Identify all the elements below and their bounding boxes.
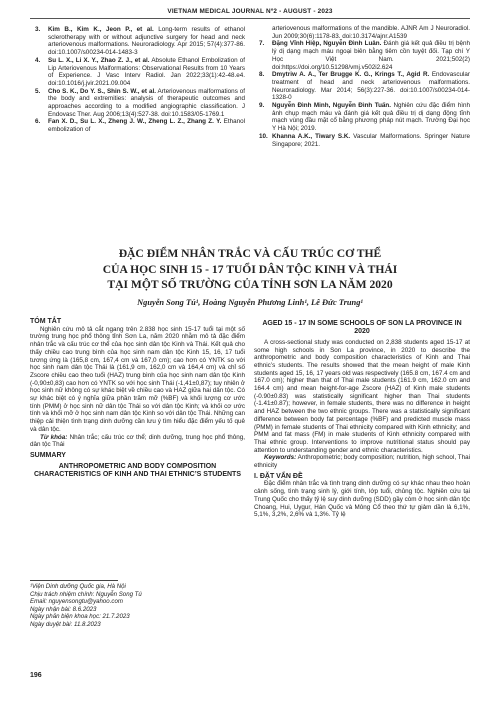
reference-authors: Su L. X., Li X. Y., Zhao Z. J., et al. (48, 56, 150, 64)
reference-text (272, 133, 470, 148)
footnote-line: Ngày phản biện khoa học: 21.7.2023 (30, 613, 130, 621)
reference-text (48, 88, 245, 119)
footnote-line: Email: nguyensongtu@yahoo.com (30, 598, 123, 606)
reference-body: Absolute Ethanol Embolization of Lip Arteriovenous Malformations: Observational Results from 10 Years of Experience. J Vasc Interv Radiol. Jan 2022;33(1):42-48.e4. doi:10.1016/j.jvir.2021.09.004 (48, 56, 245, 87)
reference-item (254, 102, 470, 133)
summary-text: A cross-sectional study was conducted on 2,838 students aged 15-17 at some high schools in Son La province, in 2020 to describe the anthropometric and body composition characteristics of Kinh and Thai ethnic’s students. The results showed that the mean height of male Kinh students aged 15, 16, 17 years old was respectively (165.8 cm, 167.4 cm and 167.0 cm); higher than that of Thai male students (161.9 cm, 162.0 cm and 164.4 cm) and mean height-for-age Zscore (HAZ) of Kinh male students (-0.90±0.83) was statistically significant higher than Thai students (-1.41±0.87); however, in female students, there was no difference in height and HAZ between the two ethnic groups. There was a statistically significant difference between body fat percentage (%BF) and predicted muscle mass (PMM) in female students of Thai ethnicity compared with Kinh ethnicity; and PMM and fat mass (FM) in male students of Kinh ethnicity compared with Thai ethnic group. Interventions to improve nutritional status should pay attention to understanding gender and ethnic characteristics. (254, 338, 470, 454)
reference-body: Đánh giá kết quả điều trị bệnh lý dị dạng mạch máu ngoại biên bằng tiêm cồn tuyệt đối. Tạp chí Y Học Việt Nam. 2021;502(2) doi:https://doi.org/10.51298/vmj.v502i2.624 (272, 40, 470, 71)
footnote-line: Chịu trách nhiệm chính: Nguyễn Song Tú (30, 590, 142, 598)
reference-body: Long-term results of ethanol sclerotherapy with or without adjunctive surgery for head and neck arteriovenous malformations. Neuroradiology. Apr 2015; 57(4):377-86. doi:10.1007/s00234-014-1483-3 (48, 26, 245, 57)
reference-item (254, 40, 470, 71)
reference-number: 10. (259, 132, 268, 140)
reference-item (254, 133, 470, 148)
summary-keywords-label: Keywords: (264, 454, 297, 462)
reference-authors: Cho S. K., Do Y. S., Shin S. W., et al. (48, 87, 156, 95)
reference-text (272, 71, 470, 102)
reference-authors: Fan X. D., Su L. X., Zheng J. W., Zheng L. Z., Zhang Z. Y. (48, 118, 222, 126)
reference-item (30, 57, 245, 88)
reference-authors: Dmytriw A. A., Ter Brugge K. G., Krings T., Agid R. (272, 71, 430, 79)
reference-body: Arteriovenous malformations of the body and extremities: analysis of therapeutic outcomes and approaches according to a modified angiographic classification. J Endovasc Ther. Aug 2006;13(4):527-38. doi:10.1583/05-1769.1 (48, 87, 246, 118)
footnote-rule (30, 580, 118, 581)
reference-number: 3. (35, 26, 41, 33)
abstract-text: Nghiên cứu mô tả cắt ngang trên 2.838 học sinh 15-17 tuổi tại một số trường trung học phổ thông tỉnh Sơn La, năm 2020 nhằm mô tả đặc điểm nhân trắc và cấu trúc cơ thể của học sinh dân tộc Kinh và Thái. Kết quả cho thấy chiều cao trung bình của học sinh nam dân tộc Kinh 15, 16, 17 tuổi tương ứng là (165,8 cm, 167,4 cm và 167,0 cm); cao hơn có YNTK so với học sinh nam dân tộc Thái là (161,9 cm, 162,0 cm và 164,4 cm) và chỉ số Zscore chiều cao theo tuổi (HAZ) trung bình của học sinh nam dân tộc Kinh (-0,90±0,83) cao hơn có YNTK so với học sinh Thái (-1,41±0,87); tuy nhiên ở học sinh nữ không có sự khác biệt về chiều cao và HAZ giữa hai dân tộc. Có sự khác biệt có ý nghĩa giữa phần trăm mỡ (%BF) và khối lượng cơ ước tính (PMM) ở học sinh nữ dân tộc Thái so với dân tộc Kinh; và khối cơ ước tính và khối mỡ ở học sinh nam dân tộc Kinh so với dân tộc Thái. Những can thiệp cải thiện tình trạng dinh dưỡng cần lưu ý tìm hiểu đặc điểm yếu tố quê và dân tộc. (30, 325, 245, 433)
summary-heading: SUMMARY (30, 451, 66, 459)
header-rule (30, 18, 470, 19)
reference-body: Endovascular treatment of head and neck arteriovenous malformations. Neuroradiology. Mar 2014; 56(3):227-36. doi:10.1007/s00234-014-1328-0 (272, 71, 471, 102)
abstract-heading: TÓM TẮT (30, 318, 62, 325)
references-right (254, 25, 470, 148)
reference-number: 5. (35, 87, 41, 95)
summary-keywords (254, 454, 470, 469)
abstract-vietnamese (30, 318, 245, 481)
article-title-line-1: ĐẶC ĐIỂM NHÂN TRẮC VÀ CẤU TRÚC CƠ THỂ (118, 247, 382, 260)
reference-text (48, 118, 245, 133)
article-title-line-2: CỦA HỌC SINH 15 - 17 TUỔI DÂN TỘC KINH VÀ THÁI (102, 262, 398, 276)
footnote-line: Ngày duyệt bài: 11.8.2023 (30, 620, 101, 628)
footnotes (30, 583, 245, 629)
reference-number: 6. (35, 118, 41, 126)
reference-body: Vascular Malformations. Springer Nature Singapore; 2021. (272, 132, 471, 148)
reference-number: 9. (259, 102, 265, 110)
reference-number (254, 25, 272, 40)
journal-header: VIETNAM MEDICAL JOURNAL Nº2 - AUGUST - 2023 (167, 8, 333, 15)
footnote-line: Ngày nhận bài: 8.6.2023 (30, 605, 97, 613)
reference-number: 7. (259, 40, 265, 48)
abstract-keywords (30, 434, 245, 449)
reference-item (30, 26, 245, 57)
reference-item (254, 25, 470, 40)
reference-body: arteriovenous malformations of the mandible. AJNR Am J Neuroradiol. Jun 2009;30(6):1178-83. doi:10.3174/ajnr.A1539 (272, 25, 470, 40)
reference-text (272, 102, 470, 133)
reference-item (254, 71, 470, 102)
reference-item (30, 118, 245, 133)
summary-english (254, 320, 470, 519)
footnote-line: ¹Viện Dinh dưỡng Quốc gia, Hà Nội (30, 583, 126, 590)
article-title-block (30, 246, 470, 307)
reference-authors: Nguyễn Đình Minh, Nguyễn Đình Tuấn. (272, 102, 392, 110)
reference-body: Ethanol embolization of (48, 118, 245, 134)
keywords-text: Nhân trắc; cấu trúc cơ thể; dinh dưỡng, trung học phổ thông, dân tộc Thái (30, 433, 245, 449)
references-left (30, 26, 245, 134)
article-authors: Nguyễn Song Tú¹, Hoàng Nguyễn Phương Linh¹, Lê Đức Trung¹ (137, 297, 363, 307)
keywords-label: Từ khóa: (40, 433, 68, 441)
reference-authors: Kim B., Kim K., Jeon P., et al. (48, 26, 154, 33)
reference-authors: Đặng Vĩnh Hiệp, Nguyễn Đình Luân. (272, 40, 382, 48)
article-title-line-3: TẠI MỘT SỐ TRƯỜNG CỦA TỈNH SƠN LA NĂM 2020 (107, 278, 393, 291)
intro-heading: I. ĐẶT VẤN ĐỀ (254, 472, 303, 480)
intro-text: Đặc điểm nhân trắc và tình trạng dinh dưỡng có sự khác nhau theo hoàn cảnh sống, tình trạng sinh lý, giới tính, lớp tuổi, chủng tộc. Nghiên cứu tại Trung Quốc cho thấy tỷ lệ suy dinh dưỡng (SDD) gầy còm ở học sinh dân tộc Choang, Hui, Uygur, Hán Quốc và Mông Cổ theo thứ tự giảm dần là 6,1%, 5,1%, 3,2%, 2,6% và 1,3%. Tỷ lệ (254, 480, 470, 519)
reference-item (30, 88, 245, 119)
summary-title-part2: AGED 15 - 17 IN SOME SCHOOLS OF SON LA PROVINCE IN 2020 (262, 320, 462, 336)
page-number: 196 (30, 672, 42, 679)
reference-text (48, 26, 245, 57)
reference-authors: Khanna A.K., Tiwary S.K. (272, 132, 351, 140)
reference-body: Nghiên cứu đặc điểm hình ảnh chụp mạch máu và đánh giá kết quả điều trị dị dạng động tĩnh mạch vùng đầu mặt cổ bằng phương pháp nút mạch. Trường Đại học Y Hà Nội; 2019. (272, 102, 471, 133)
summary-title-part1: ANTHROPOMETRIC AND BODY COMPOSITION CHARACTERISTICS OF KINH AND THAI ETHNIC’S STUDENTS (33, 462, 242, 479)
reference-text (48, 57, 245, 88)
summary-keywords-text: Anthropometric; body composition; nutrition, high school, Thai ethnicity (254, 454, 470, 470)
reference-number: 8. (259, 71, 265, 79)
reference-text (272, 25, 470, 40)
reference-text (272, 40, 470, 71)
reference-number: 4. (35, 56, 41, 64)
